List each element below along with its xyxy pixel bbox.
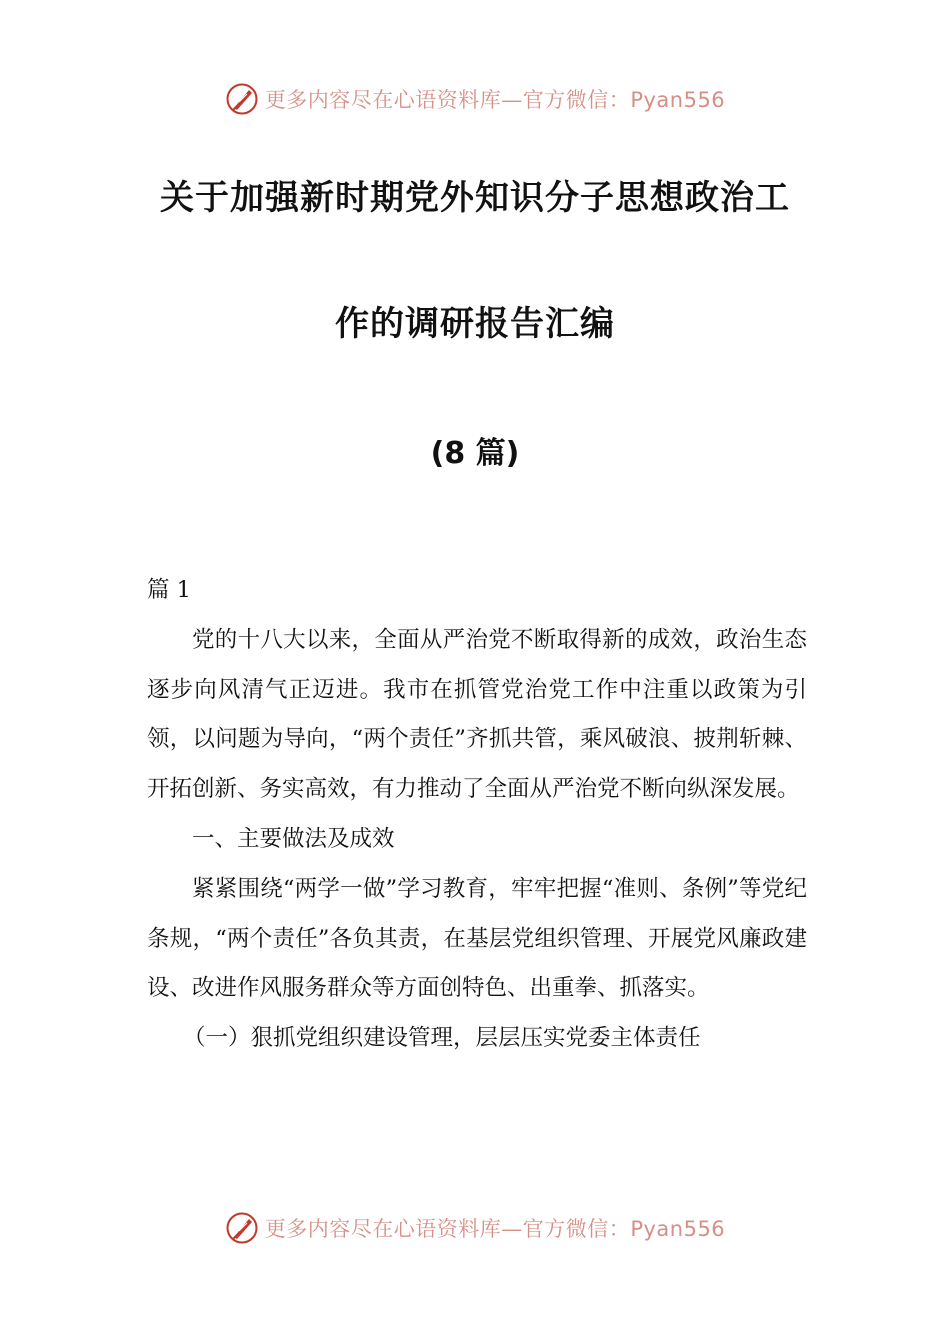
subsection-heading: （一）狠抓党组织建设管理，层层压实党委主体责任 <box>183 1025 701 1052</box>
quill-logo-icon <box>225 82 259 116</box>
document-title-count: (8 篇) <box>430 436 520 471</box>
watermark-banner-bottom <box>0 1211 950 1245</box>
document-body <box>147 566 807 1064</box>
watermark-banner-top <box>0 82 950 116</box>
watermark-text: 更多内容尽在心语资料库—官方微信：Pyan556 <box>264 1217 726 1241</box>
paragraph: 党的十八大以来，全面从严治党不断取得新的成效，政治生态逐步向风清气正迈进。我市在抓管党治党工作中注重以政策为引领，以问题为导向，“两个责任”齐抓共管，乘风破浪、披荆斩棘、开拓创新、务实高效，有力推动了全面从严治党不断向纵深发展。 <box>147 626 807 803</box>
quill-logo-icon <box>225 1211 259 1245</box>
watermark-text: 更多内容尽在心语资料库—官方微信：Pyan556 <box>264 88 726 112</box>
paragraph: 紧紧围绕“两学一做”学习教育，牢牢把握“准则、条例”等党纪条规，“两个责任”各负其责，在基层党组织管理、开展党风廉政建设、改进作风服务群众等方面创特色、出重拳、抓落实。 <box>147 875 807 1002</box>
section-label: 篇 1 <box>147 577 191 603</box>
section-heading: 一、主要做法及成效 <box>192 825 395 852</box>
document-title-line-2: 作的调研报告汇编 <box>335 304 615 344</box>
document-title-line-1: 关于加强新时期党外知识分子思想政治工 <box>160 178 790 218</box>
